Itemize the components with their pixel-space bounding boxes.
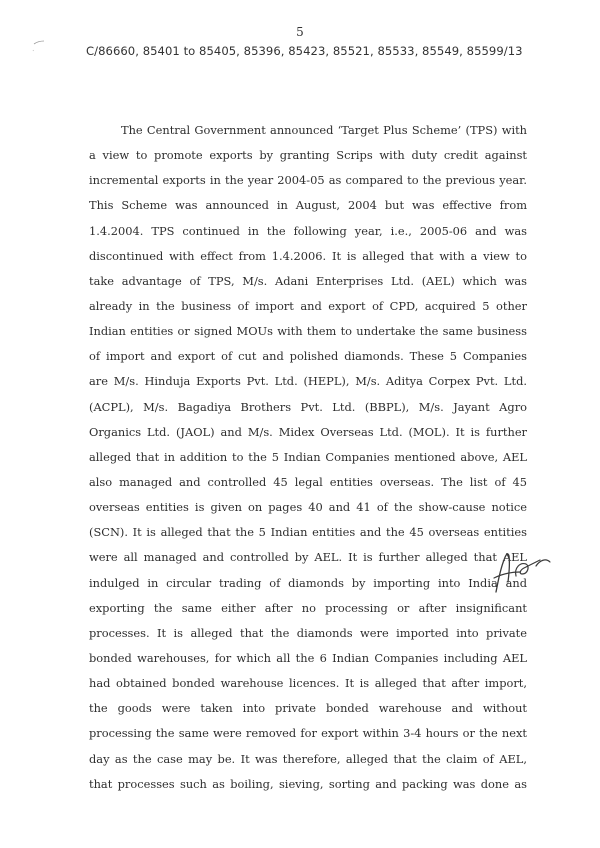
paragraph-line: incremental exports in the year 2004-05 as compared to the previous year. [89, 173, 527, 188]
paragraph-line: are M/s. Hinduja Exports Pvt. Ltd. (HEPL), M/s. Aditya Corpex Pvt. Ltd. [89, 374, 527, 389]
scan-artifact-mark [30, 38, 48, 58]
paragraph-line: also managed and controlled 45 legal entities overseas. The list of 45 [89, 474, 527, 489]
paragraph-line: alleged that in addition to the 5 Indian Companies mentioned above, AEL [89, 449, 527, 464]
paragraph-line: This Scheme was announced in August, 2004 but was effective from [89, 198, 527, 213]
paragraph-line: processes. It is alleged that the diamonds were imported into private [89, 625, 527, 640]
handwritten-initials-signature [492, 548, 554, 596]
paragraph-line: bonded warehouses, for which all the 6 Indian Companies including AEL [89, 650, 527, 665]
case-reference: C/86660, 85401 to 85405, 85396, 85423, 85521, 85533, 85549, 85599/13 [86, 44, 523, 58]
paragraph-line: of import and export of cut and polished diamonds. These 5 Companies [89, 349, 527, 364]
body-paragraph [89, 118, 527, 797]
paragraph-line: were all managed and controlled by AEL. It is further alleged that AEL [89, 550, 527, 565]
paragraph-line: that processes such as boiling, sieving, sorting and packing was done as [89, 776, 527, 791]
paragraph-line: a view to promote exports by granting Scrips with duty credit against [89, 148, 527, 163]
paragraph-line: Indian entities or signed MOUs with them to undertake the same business [89, 324, 527, 339]
page-number: 5 [296, 25, 304, 39]
paragraph-line: the goods were taken into private bonded warehouse and without [89, 701, 527, 716]
paragraph-line: indulged in circular trading of diamonds by importing into India and [89, 575, 527, 590]
paragraph-line: processing the same were removed for export within 3-4 hours or the next [89, 726, 527, 741]
paragraph-line: discontinued with effect from 1.4.2006. It is alleged that with a view to [89, 248, 527, 263]
paragraph-line: exporting the same either after no processing or after insignificant [89, 600, 527, 615]
paragraph-line: Organics Ltd. (JAOL) and M/s. Midex Overseas Ltd. (MOL). It is further [89, 424, 527, 439]
paragraph-line: already in the business of import and export of CPD, acquired 5 other [89, 298, 527, 313]
paragraph-line: (ACPL), M/s. Bagadiya Brothers Pvt. Ltd. (BBPL), M/s. Jayant Agro [89, 399, 527, 414]
paragraph-line: (SCN). It is alleged that the 5 Indian entities and the 45 overseas entities [89, 525, 527, 540]
paragraph-line: take advantage of TPS, M/s. Adani Enterprises Ltd. (AEL) which was [89, 273, 527, 288]
paragraph-line: had obtained bonded warehouse licences. It is alleged that after import, [89, 676, 527, 691]
paragraph-line: overseas entities is given on pages 40 and 41 of the show-cause notice [89, 500, 527, 515]
paragraph-line: 1.4.2004. TPS continued in the following year, i.e., 2005-06 and was [89, 223, 527, 238]
paragraph-line: day as the case may be. It was therefore, alleged that the claim of AEL, [89, 751, 527, 766]
paragraph-line: The Central Government announced ‘Target Plus Scheme’ (TPS) with [121, 123, 527, 137]
